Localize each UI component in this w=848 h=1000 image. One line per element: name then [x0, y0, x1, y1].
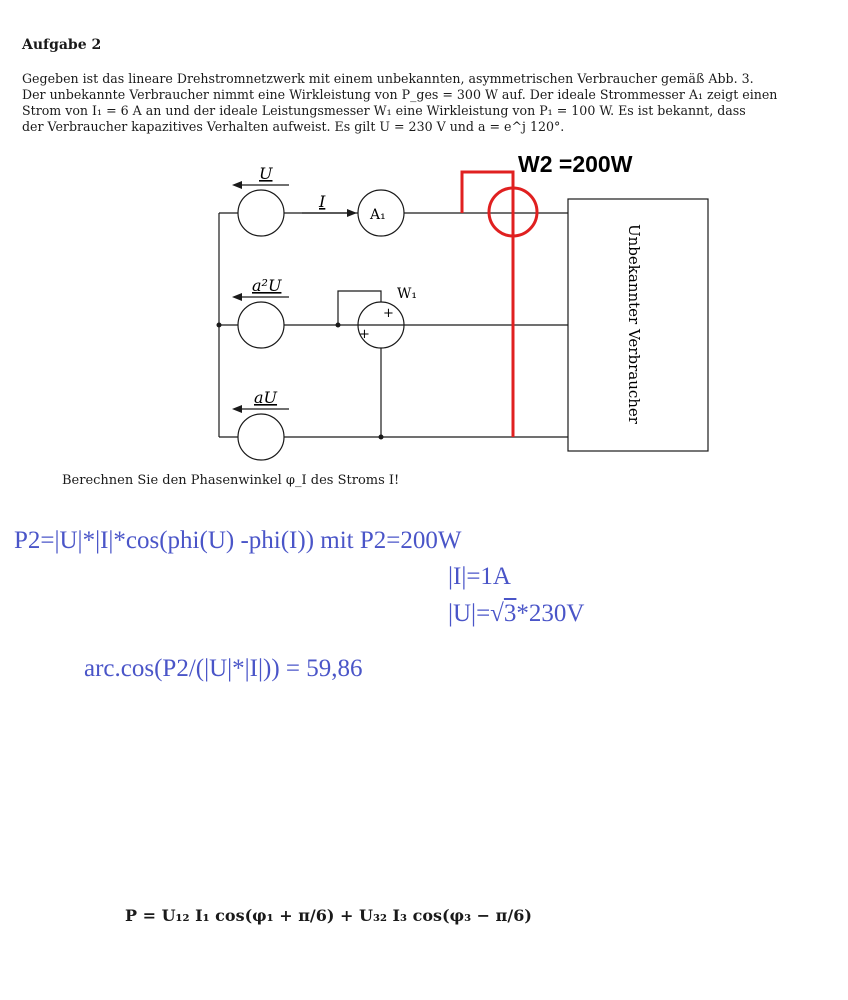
- current-label: I: [319, 192, 326, 211]
- note-line-3-suffix: *230V: [516, 600, 585, 627]
- wattmeter-plus-voltage: +: [359, 327, 370, 342]
- note-line-4: arc.cos(P2/(|U|*|I|)) = 59,86: [84, 655, 363, 682]
- wattmeter-plus-current: +: [383, 306, 394, 321]
- power-formula: P = U₁₂ I₁ cos(φ₁ + π/6) + U₃₂ I₃ cos(φ₃ − π/6): [125, 906, 532, 925]
- load-label: Unbekannter Verbraucher: [625, 224, 643, 424]
- paragraph-line-3: Strom von I₁ = 6 A an und der ideale Leistungsmesser W₁ eine Wirkleistung von P₁ = 100 W. Es ist bekannt, dass: [22, 103, 746, 118]
- source-label-u: U: [259, 164, 273, 183]
- note-line-2: |I|=1A: [448, 563, 511, 590]
- question-text: Berechnen Sie den Phasenwinkel φ_I des Stroms I!: [62, 473, 400, 488]
- paragraph-line-1: Gegeben ist das lineare Drehstromnetzwerk mit einem unbekannten, asymmetrischen Verbraucher gemäß Abb. 3.: [22, 71, 754, 86]
- circuit-diagram: [0, 0, 848, 470]
- note-line-3: [448, 600, 584, 628]
- note-line-3-prefix: |U|=: [448, 600, 491, 627]
- paragraph-line-4: der Verbraucher kapazitives Verhalten aufweist. Es gilt U = 230 V und a = e^j 120°.: [22, 119, 565, 134]
- source-au-circle: [238, 414, 284, 460]
- note-line-1: P2=|U|*|I|*cos(phi(U) -phi(I)) mit P2=200W: [14, 527, 462, 554]
- source-u-circle: [238, 190, 284, 236]
- source-label-au: aU: [254, 388, 278, 407]
- sqrt-icon: √: [490, 600, 504, 627]
- paragraph-line-2: Der unbekannte Verbraucher nimmt eine Wirkleistung von P_ges = 300 W auf. Der ideale Strommesser A₁ zeigt einen: [22, 87, 778, 102]
- source-a2u-circle: [238, 302, 284, 348]
- w2-annotation-drawing: [462, 172, 537, 437]
- ammeter-label: A₁: [370, 207, 386, 223]
- note-line-3-root: 3: [503, 600, 517, 627]
- wattmeter-label: W₁: [397, 286, 418, 302]
- task-title: Aufgabe 2: [22, 37, 102, 53]
- source-label-a2u: a²U: [252, 276, 282, 295]
- w2-annotation-text: W2 =200W: [518, 151, 633, 177]
